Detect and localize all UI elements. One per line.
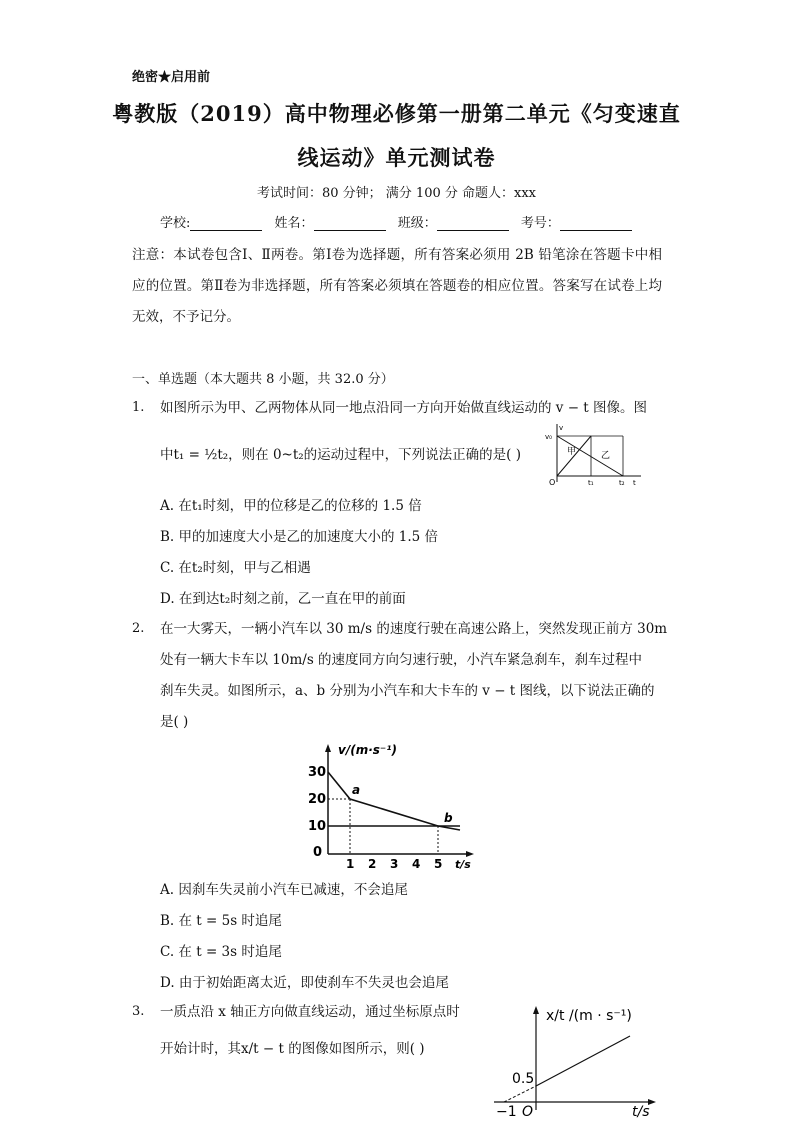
xtick-4: 4: [412, 857, 421, 870]
name-blank: [314, 216, 386, 231]
v0-label: v₀: [545, 433, 552, 441]
t2-label: t₂: [619, 479, 625, 487]
question-2-option-b[interactable]: B. 在 t = 5s 时追尾: [160, 913, 282, 929]
exam-number-blank: [560, 216, 632, 231]
question-2-option-d[interactable]: D. 由于初始距离太近，即使刹车不失灵也会追尾: [160, 975, 449, 991]
xtick-5: 5: [434, 857, 443, 870]
q3-origin-label: O: [522, 1104, 534, 1120]
q3-x-axis-label: t/s: [632, 1104, 650, 1120]
student-info-fields: [160, 212, 640, 231]
question-1-number: 1.: [132, 400, 145, 415]
t-axis-label: t: [633, 479, 636, 487]
question-1-line-2: 中t₁ = ½t₂，则在 0~t₂的运动过程中，下列说法正确的是( ): [160, 447, 522, 463]
question-2-option-c[interactable]: C. 在 t = 3s 时追尾: [160, 944, 282, 960]
question-3-line-1: 一质点沿 x 轴正方向做直线运动，通过坐标原点时: [160, 1004, 460, 1020]
v-axis-label: v: [559, 424, 564, 432]
exam-title-line-1: 粤教版（2019）高中物理必修第一册第二单元《匀变速直: [112, 101, 681, 126]
xtick-3: 3: [390, 857, 399, 870]
question-1-option-c[interactable]: C. 在t₂时刻，甲与乙相遇: [160, 560, 311, 576]
question-2-vt-graph: [300, 742, 480, 870]
x-neg-label: −1: [496, 1104, 517, 1120]
question-2-number: 2.: [132, 621, 145, 636]
ytick-0: 0: [313, 845, 323, 860]
q3-y-axis-label: x/t /(m · s⁻¹): [546, 1008, 632, 1024]
class-label: 班级：: [397, 216, 437, 231]
ytick-30: 30: [308, 765, 327, 780]
y-intercept-label: 0.5: [512, 1071, 535, 1087]
question-3-line-2: 开始计时，其x/t − t 的图像如图所示，则( ): [160, 1041, 425, 1057]
xtick-2: 2: [368, 857, 377, 870]
question-2-line-3: 刹车失灵。如图所示，a、b 分别为小汽车和大卡车的 v − t 图线，以下说法正确的: [160, 683, 655, 699]
question-1-option-d[interactable]: D. 在到达t₂时刻之前，乙一直在甲的前面: [160, 591, 406, 607]
question-3-number: 3.: [132, 1004, 145, 1019]
x-axis-label: t/s: [455, 858, 471, 870]
name-label: 姓名：: [274, 216, 314, 231]
y-axis-label: v/(m·s⁻¹): [338, 743, 397, 757]
jia-label: 甲: [567, 447, 577, 457]
exam-number-label: 考号：: [520, 216, 560, 231]
question-2-line-2: 处有一辆大卡车以 10m/s 的速度同方向匀速行驶，小汽车紧急刹车，刹车过程中: [160, 652, 643, 668]
question-1-option-b[interactable]: B. 甲的加速度大小是乙的加速度大小的 1.5 倍: [160, 529, 439, 545]
ytick-10: 10: [308, 819, 327, 834]
yi-label: 乙: [601, 451, 611, 461]
line-b-label: b: [444, 811, 453, 825]
question-2-line-1: 在一大雾天，一辆小汽车以 30 m/s 的速度行驶在高速公路上，突然发现正前方 30m: [160, 621, 668, 637]
school-label: 学校:: [160, 216, 191, 231]
line-a-label: a: [352, 783, 361, 797]
class-blank: [437, 216, 509, 231]
question-2-option-a[interactable]: A. 因刹车失灵前小汽车已减速，不会追尾: [160, 882, 408, 898]
xtick-1: 1: [346, 857, 355, 870]
exam-notice: 注意：本试卷包含Ⅰ、Ⅱ两卷。第Ⅰ卷为选择题，所有答案必须用 2B 铅笔涂在答题卡中相应的位置。第Ⅱ卷为非选择题，所有答案必须填在答题卷的相应位置。答案写在试卷上均无效，不予记分。: [132, 247, 662, 325]
t1-label: t₁: [588, 479, 594, 487]
question-2-line-4: 是( ): [160, 714, 189, 730]
question-3-xt-graph: [484, 996, 664, 1120]
exam-info: 考试时间：80 分钟； 满分 100 分 命题人：xxx: [256, 186, 536, 201]
exam-title-line-2: 线运动》单元测试卷: [297, 145, 496, 170]
question-1-vt-graph: [543, 422, 643, 488]
origin-label: O: [549, 478, 556, 487]
question-1-line-1: 如图所示为甲、乙两物体从同一地点沿同一方向开始做直线运动的 v − t 图像。图: [160, 400, 648, 416]
confidential-mark: 绝密★启用前: [132, 70, 211, 85]
ytick-20: 20: [308, 792, 327, 807]
school-blank: [190, 216, 262, 231]
question-1-option-a[interactable]: A. 在t₁时刻，甲的位移是乙的位移的 1.5 倍: [160, 498, 422, 514]
section-title: 一、单选题（本大题共 8 小题，共 32.0 分）: [132, 372, 394, 387]
